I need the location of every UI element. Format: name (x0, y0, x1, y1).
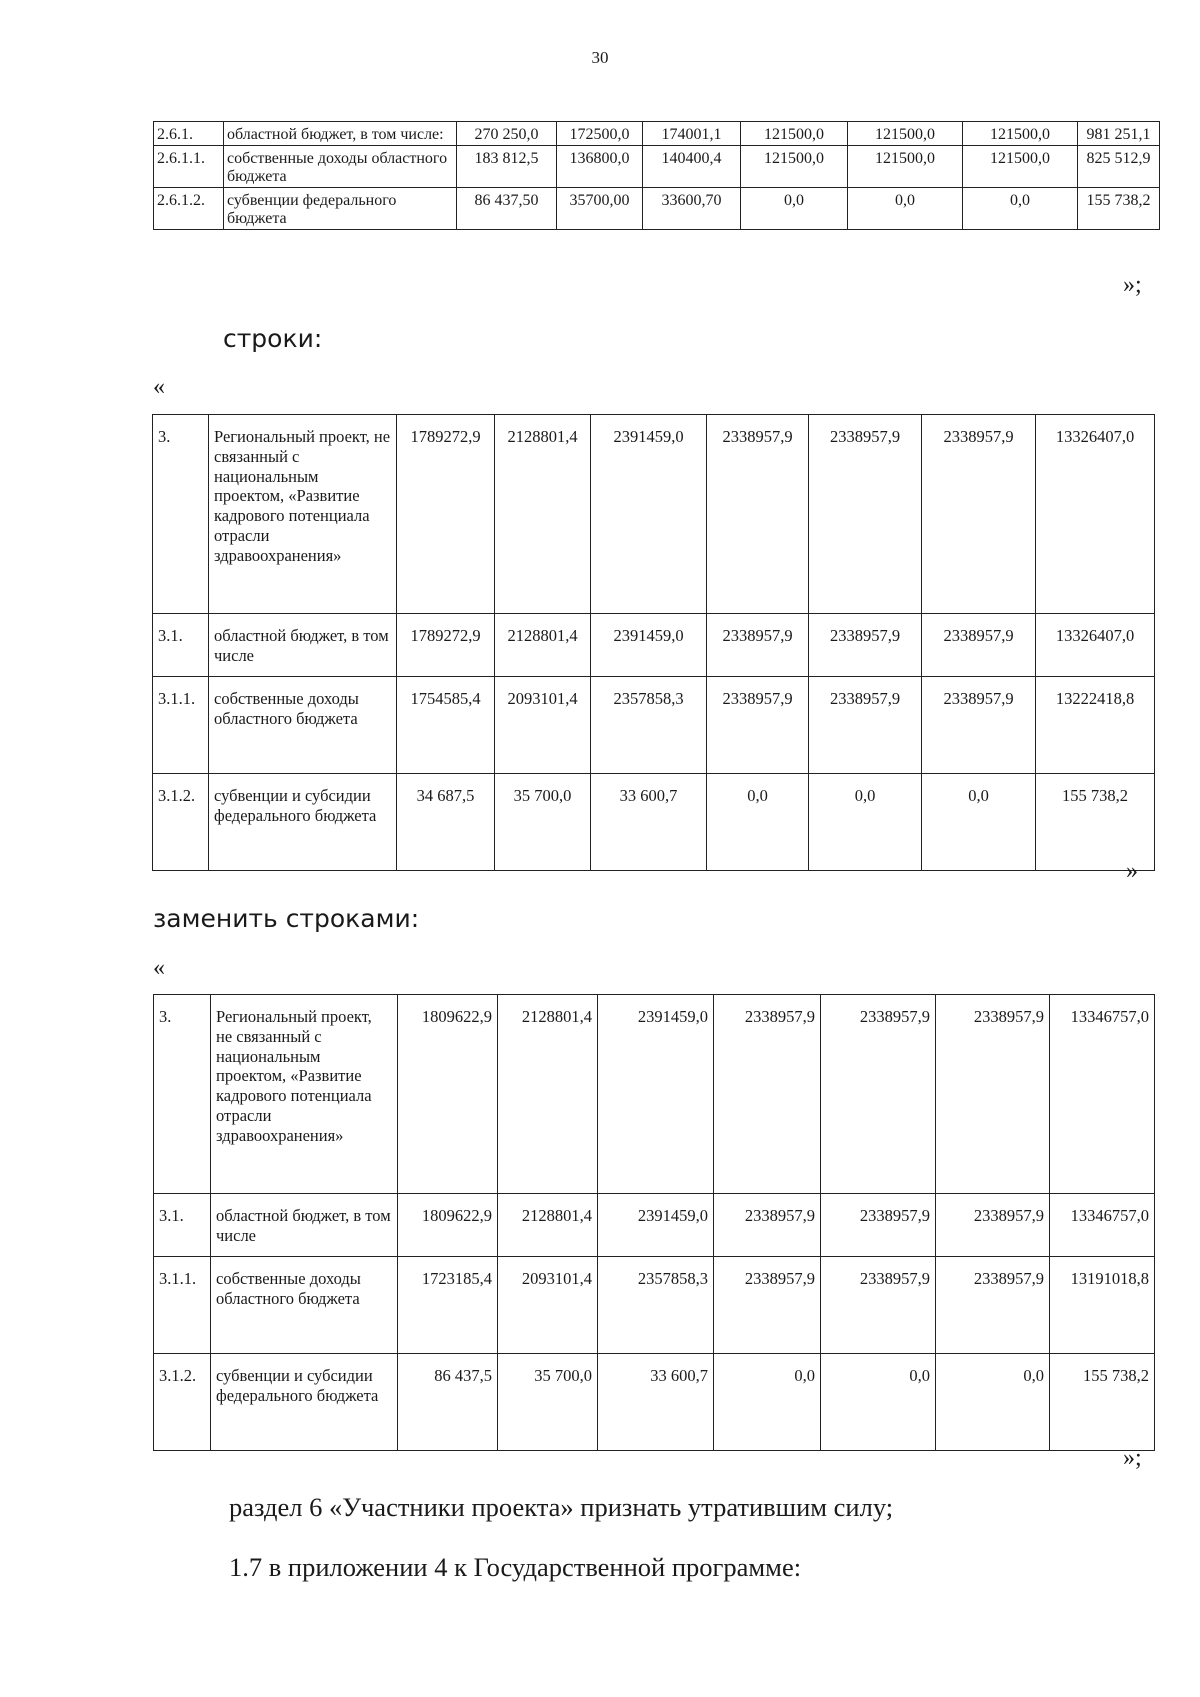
row-name: Региональный проект, не связанный с национальным проектом, «Развитие кадрового потенциала отрасли здравоохранения» (209, 415, 397, 614)
value-cell: 13346757,0 (1050, 1194, 1155, 1257)
value-cell: 1754585,4 (397, 677, 495, 774)
value-cell: 13222418,8 (1036, 677, 1155, 774)
value-cell: 33 600,7 (591, 774, 707, 871)
value-cell: 0,0 (741, 187, 848, 229)
row-code: 3.1. (153, 614, 209, 677)
value-cell: 1809622,9 (398, 1194, 498, 1257)
value-cell: 0,0 (809, 774, 922, 871)
value-cell: 13326407,0 (1036, 415, 1155, 614)
row-code: 3. (153, 415, 209, 614)
value-cell: 121500,0 (741, 122, 848, 146)
row-code: 2.6.1. (154, 122, 224, 146)
row-name: Региональный проект, не связанный с национальным проектом, «Развитие кадрового потенциала отрасли здравоохранения» (211, 995, 398, 1194)
value-cell: 2391459,0 (591, 614, 707, 677)
value-cell: 2338957,9 (714, 1257, 821, 1354)
opening-quote: « (153, 955, 165, 981)
paragraph-appendix-4: 1.7 в приложении 4 к Государственной программе: (229, 1552, 802, 1582)
value-cell: 0,0 (922, 774, 1036, 871)
value-cell: 2128801,4 (498, 1194, 598, 1257)
value-cell: 0,0 (848, 187, 963, 229)
table-row (153, 677, 1155, 774)
row-name: областной бюджет, в том числе (211, 1194, 398, 1257)
value-cell: 2357858,3 (598, 1257, 714, 1354)
table-new-rows (153, 994, 1155, 1451)
value-cell: 2391459,0 (598, 1194, 714, 1257)
label-zamenit: заменить строками: (153, 904, 420, 933)
table-row (153, 774, 1155, 871)
value-cell: 34 687,5 (397, 774, 495, 871)
value-cell: 2338957,9 (936, 1257, 1050, 1354)
value-cell: 981 251,1 (1078, 122, 1160, 146)
value-cell: 136800,0 (557, 145, 643, 187)
value-cell: 2338957,9 (707, 677, 809, 774)
value-cell: 1723185,4 (398, 1257, 498, 1354)
row-code: 3.1.1. (154, 1257, 211, 1354)
value-cell: 2093101,4 (498, 1257, 598, 1354)
value-cell: 2338957,9 (714, 1194, 821, 1257)
value-cell: 121500,0 (848, 122, 963, 146)
value-cell: 172500,0 (557, 122, 643, 146)
value-cell: 0,0 (936, 1354, 1050, 1451)
value-cell: 270 250,0 (457, 122, 557, 146)
value-cell: 2338957,9 (821, 1257, 936, 1354)
value-cell: 1809622,9 (398, 995, 498, 1194)
value-cell: 33600,70 (643, 187, 741, 229)
value-cell: 2338957,9 (922, 415, 1036, 614)
table-row (154, 122, 1160, 146)
value-cell: 2093101,4 (495, 677, 591, 774)
value-cell: 35700,00 (557, 187, 643, 229)
value-cell: 2338957,9 (707, 614, 809, 677)
value-cell: 2357858,3 (591, 677, 707, 774)
value-cell: 2338957,9 (809, 415, 922, 614)
value-cell: 183 812,5 (457, 145, 557, 187)
value-cell: 2391459,0 (598, 995, 714, 1194)
table-row (153, 415, 1155, 614)
value-cell: 155 738,2 (1036, 774, 1155, 871)
row-code: 3.1. (154, 1194, 211, 1257)
value-cell: 2128801,4 (498, 995, 598, 1194)
value-cell: 35 700,0 (495, 774, 591, 871)
value-cell: 2338957,9 (809, 614, 922, 677)
value-cell: 155 738,2 (1050, 1354, 1155, 1451)
value-cell: 2391459,0 (591, 415, 707, 614)
row-name: областной бюджет, в том числе: (224, 122, 457, 146)
value-cell: 121500,0 (963, 145, 1078, 187)
table-old-rows (152, 414, 1155, 871)
row-name: собственные доходы областного бюджета (209, 677, 397, 774)
label-stroki: строки: (223, 324, 323, 353)
value-cell: 2338957,9 (936, 995, 1050, 1194)
value-cell: 86 437,50 (457, 187, 557, 229)
value-cell: 2338957,9 (707, 415, 809, 614)
table-row (154, 1354, 1155, 1451)
row-name: областной бюджет, в том числе (209, 614, 397, 677)
value-cell: 0,0 (714, 1354, 821, 1451)
row-code: 3.1.2. (153, 774, 209, 871)
row-name: собственные доходы областного бюджета (224, 145, 457, 187)
value-cell: 13191018,8 (1050, 1257, 1155, 1354)
row-code: 2.6.1.2. (154, 187, 224, 229)
value-cell: 2338957,9 (821, 995, 936, 1194)
table-row (154, 1257, 1155, 1354)
value-cell: 33 600,7 (598, 1354, 714, 1451)
row-name: субвенции федерального бюджета (224, 187, 457, 229)
row-code: 3.1.2. (154, 1354, 211, 1451)
row-code: 3.1.1. (153, 677, 209, 774)
row-name: субвенции и субсидии федерального бюджета (211, 1354, 398, 1451)
value-cell: 2128801,4 (495, 415, 591, 614)
value-cell: 1789272,9 (397, 614, 495, 677)
closing-quote: »; (1123, 272, 1142, 298)
table-row (154, 187, 1160, 229)
value-cell: 2338957,9 (922, 677, 1036, 774)
opening-quote: « (153, 374, 165, 400)
value-cell: 2338957,9 (809, 677, 922, 774)
table-row (154, 995, 1155, 1194)
value-cell: 140400,4 (643, 145, 741, 187)
table-row (154, 145, 1160, 187)
value-cell: 121500,0 (741, 145, 848, 187)
closing-quote: »; (1123, 1445, 1142, 1471)
value-cell: 121500,0 (963, 122, 1078, 146)
value-cell: 2128801,4 (495, 614, 591, 677)
value-cell: 0,0 (963, 187, 1078, 229)
value-cell: 825 512,9 (1078, 145, 1160, 187)
value-cell: 2338957,9 (936, 1194, 1050, 1257)
value-cell: 86 437,5 (398, 1354, 498, 1451)
value-cell: 174001,1 (643, 122, 741, 146)
value-cell: 1789272,9 (397, 415, 495, 614)
value-cell: 121500,0 (848, 145, 963, 187)
page-number: 30 (591, 48, 609, 67)
closing-quote: » (1126, 858, 1138, 884)
row-name: собственные доходы областного бюджета (211, 1257, 398, 1354)
row-code: 2.6.1.1. (154, 145, 224, 187)
value-cell: 0,0 (821, 1354, 936, 1451)
value-cell: 13326407,0 (1036, 614, 1155, 677)
table-budget-2-6-1 (153, 121, 1160, 230)
value-cell: 13346757,0 (1050, 995, 1155, 1194)
row-name: субвенции и субсидии федерального бюджета (209, 774, 397, 871)
value-cell: 155 738,2 (1078, 187, 1160, 229)
paragraph-section-6: раздел 6 «Участники проекта» признать утратившим силу; (229, 1492, 894, 1522)
value-cell: 2338957,9 (821, 1194, 936, 1257)
value-cell: 35 700,0 (498, 1354, 598, 1451)
table-row (154, 1194, 1155, 1257)
value-cell: 2338957,9 (922, 614, 1036, 677)
row-code: 3. (154, 995, 211, 1194)
table-row (153, 614, 1155, 677)
value-cell: 2338957,9 (714, 995, 821, 1194)
value-cell: 0,0 (707, 774, 809, 871)
